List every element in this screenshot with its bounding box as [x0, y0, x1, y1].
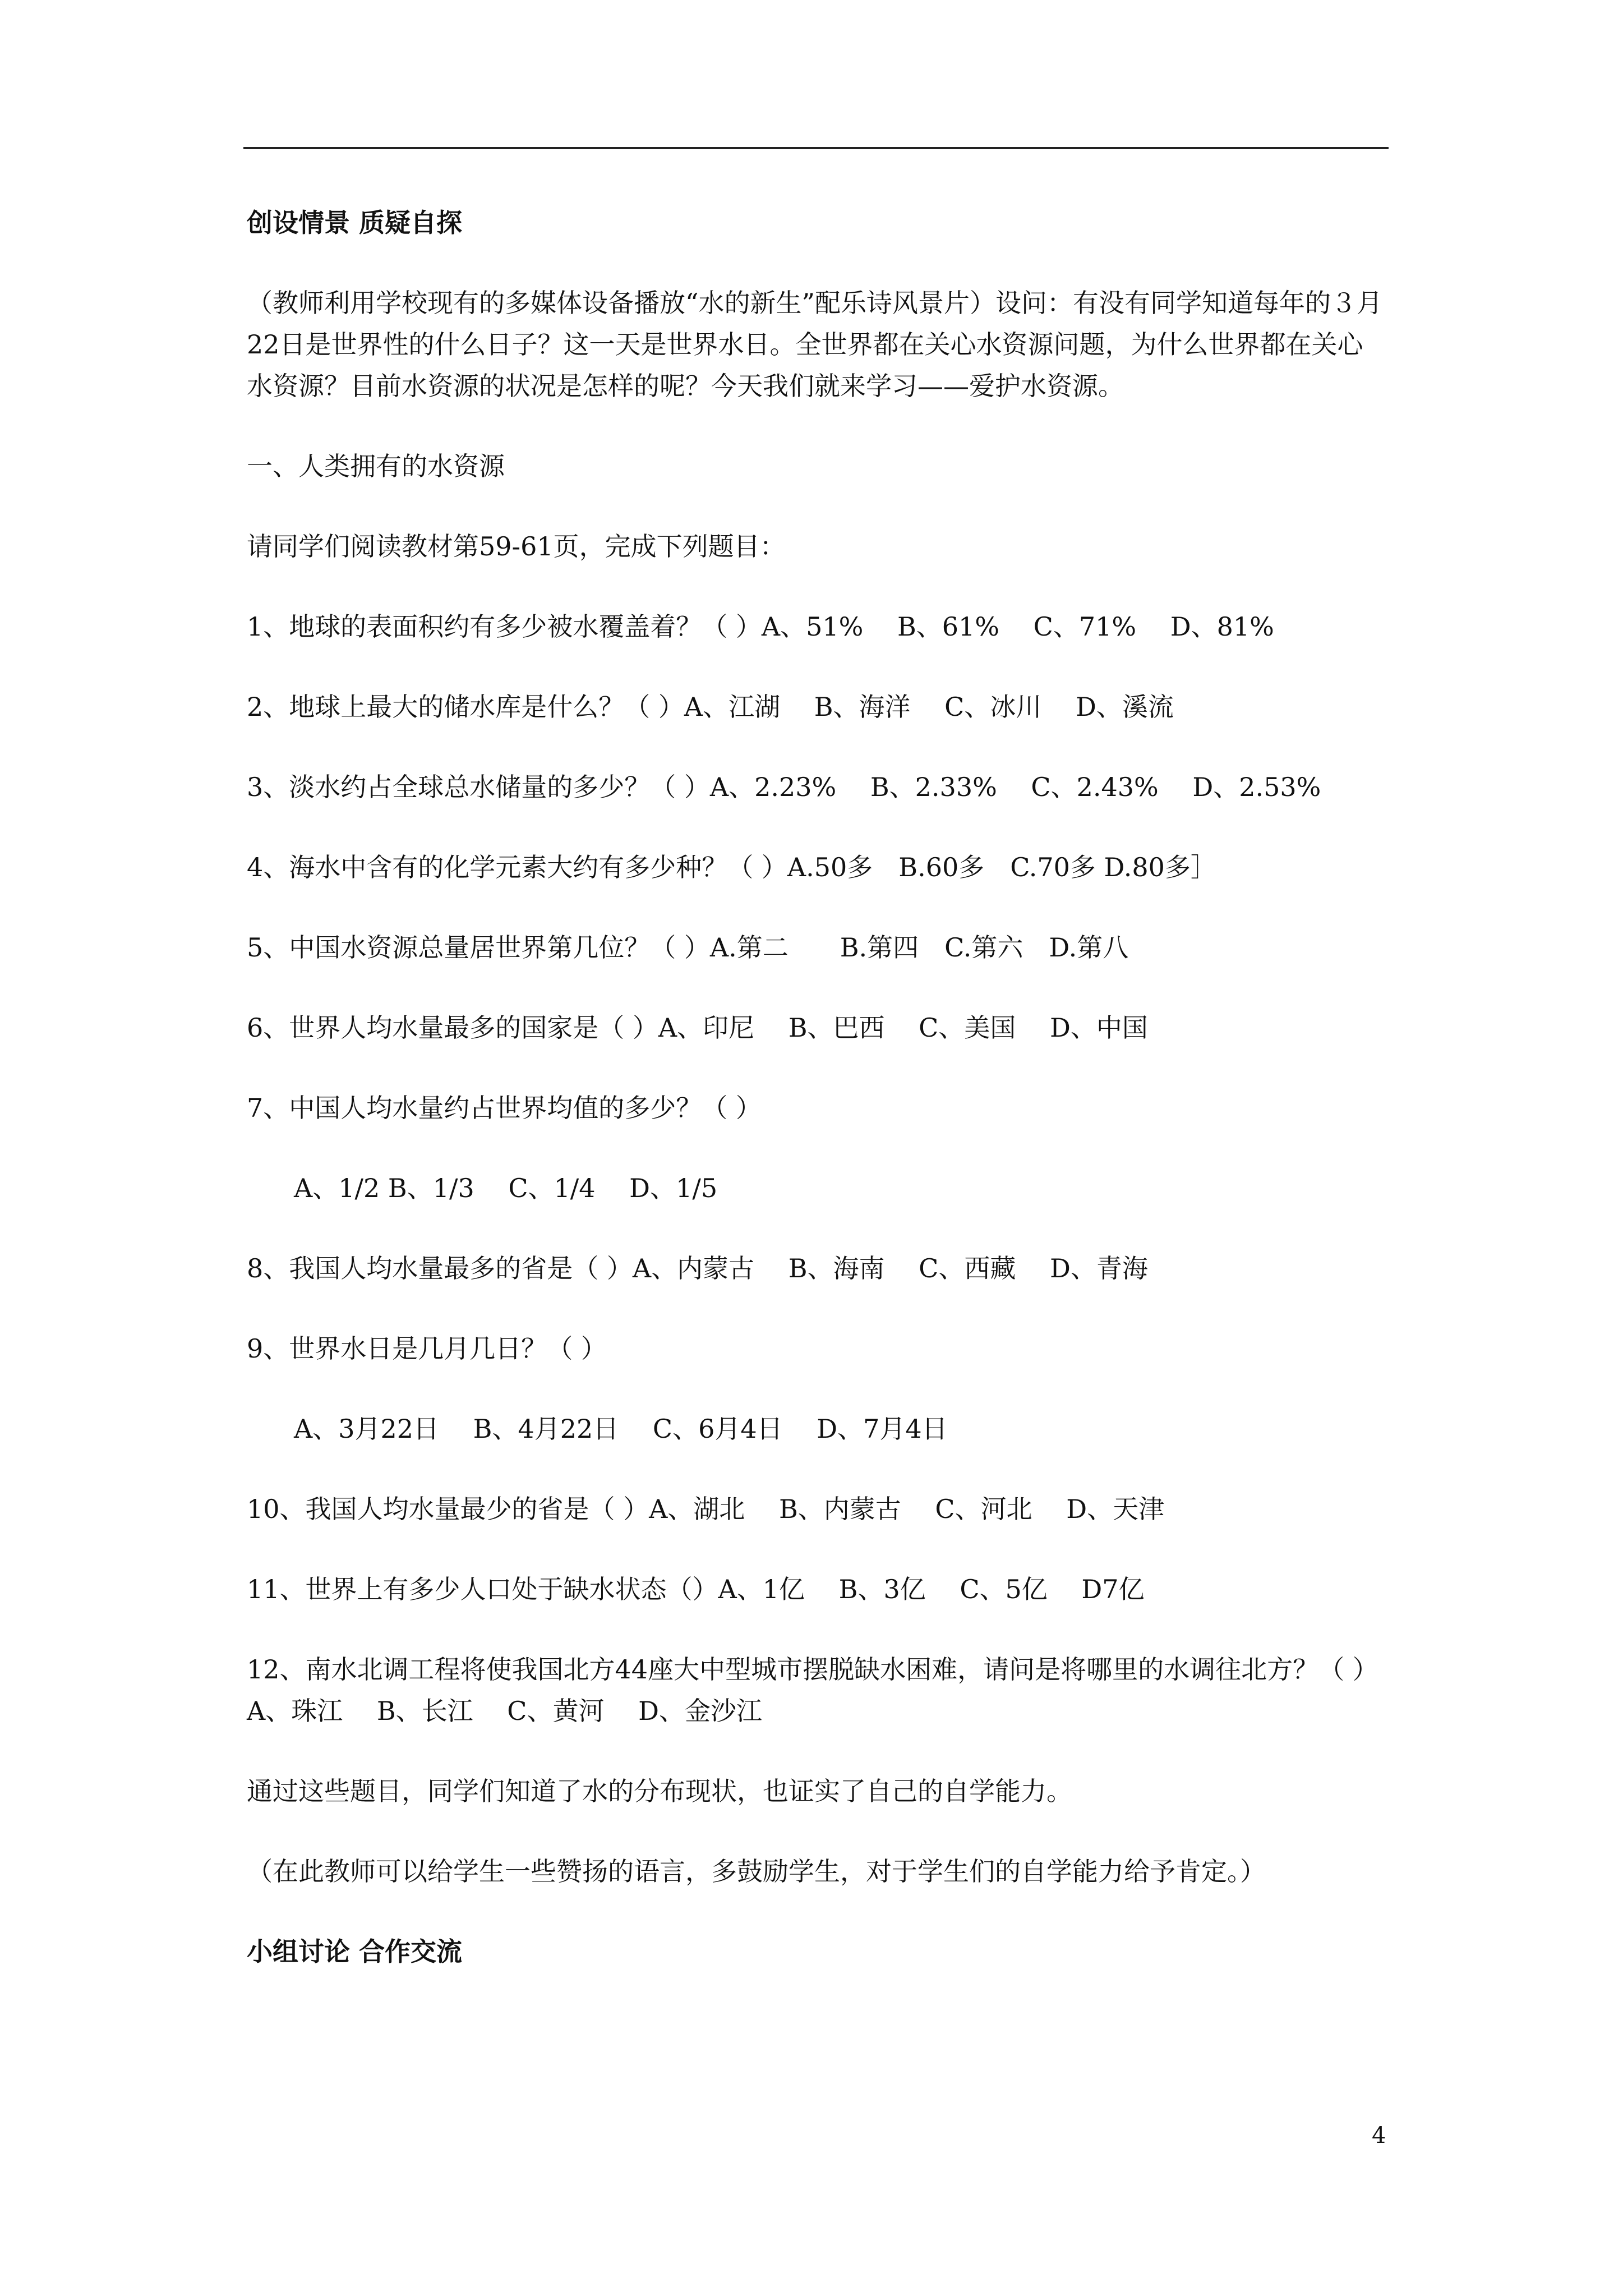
instruction: 请同学们阅读教材第59-61页，完成下列题目：: [247, 531, 786, 562]
question-10: 10、我国人均水量最少的省是（ ）A、湖北 B、内蒙古 C、河北 D、天津: [247, 1494, 1165, 1524]
section-heading-1: 创设情景 质疑自探: [247, 208, 463, 238]
question-7-options: A、1/2 B、1/3 C、1/4 D、1/5: [294, 1173, 718, 1203]
question-9-options: A、3月22日 B、4月22日 C、6月4日 D、7月4日: [294, 1414, 948, 1444]
question-4: 4、海水中含有的化学元素大约有多少种？（ ）A.50多 B.60多 C.70多 D.80多］: [247, 852, 1216, 882]
header-rule: [243, 147, 1389, 149]
question-2: 2、地球上最大的储水库是什么？（ ）A、江湖 B、海洋 C、冰川 D、溪流: [247, 692, 1174, 722]
conclusion: 通过这些题目，同学们知道了水的分布现状，也证实了自己的自学能力。: [247, 1776, 1072, 1806]
question-1: 1、地球的表面积约有多少被水覆盖着？（ ）A、51% B、61% C、71% D、81%: [247, 611, 1274, 642]
teacher-note: （在此教师可以给学生一些赞扬的语言，多鼓励学生，对于学生们的自学能力给予肯定。）: [247, 1856, 1266, 1887]
intro-paragraph: （教师利用学校现有的多媒体设备播放“水的新生”配乐诗风景片）设问：有没有同学知道每年的３月22日是世界性的什么日子？这一天是世界水日。全世界都在关心水资源问题，为什么世界都在关心水资源？目前水资源的状况是怎样的呢？今天我们就来学习——爱护水资源。: [247, 288, 1383, 401]
question-12: 12、南水北调工程将使我国北方44座大中型城市摆脱缺水困难，请问是将哪里的水调往北方？（ ） A、珠江 B、长江 C、黄河 D、金沙江: [247, 1654, 1391, 1726]
question-11: 11、世界上有多少人口处于缺水状态（）A、1亿 B、3亿 C、5亿 D7亿: [247, 1574, 1145, 1604]
question-7: 7、中国人均水量约占世界均值的多少？（ ）: [247, 1093, 762, 1123]
document-body: [247, 202, 1389, 2011]
question-8: 8、我国人均水量最多的省是（ ）A、内蒙古 B、海南 C、西藏 D、青海: [247, 1253, 1148, 1283]
question-5: 5、中国水资源总量居世界第几位？（ ）A.第二 B.第四 C.第六 D.第八: [247, 932, 1129, 963]
section-heading-2: 小组讨论 合作交流: [247, 1936, 463, 1967]
question-6: 6、世界人均水量最多的国家是（ ）A、印尼 B、巴西 C、美国 D、中国: [247, 1013, 1148, 1043]
question-3: 3、淡水约占全球总水储量的多少？（ ）A、2.23% B、2.33% C、2.43% D、2.53%: [247, 772, 1321, 802]
page-number: 4: [1372, 2123, 1386, 2148]
question-9: 9、世界水日是几月几日？（ ）: [247, 1333, 607, 1364]
subheading: 一、人类拥有的水资源: [247, 451, 505, 481]
